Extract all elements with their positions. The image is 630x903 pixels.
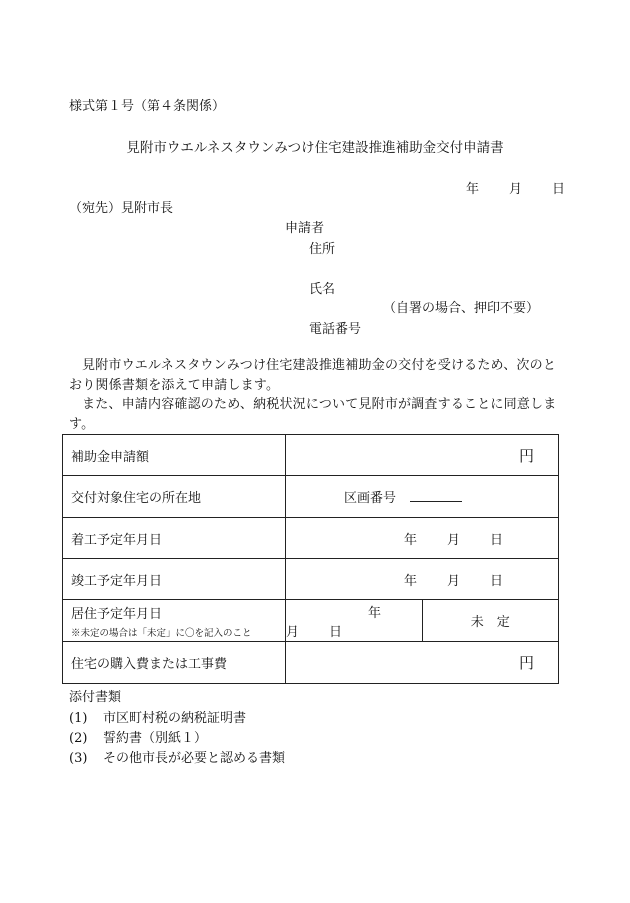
purchase-cost-label: 住宅の購入費または工事費 bbox=[63, 642, 286, 684]
item-text: 市区町村税の納税証明書 bbox=[103, 711, 247, 726]
day-label: 日 bbox=[490, 573, 504, 589]
table-row bbox=[63, 435, 559, 476]
undecided-note: ※未定の場合は「未定」に〇を記入のこと bbox=[71, 627, 252, 639]
signature-note: （自署の場合、押印不要） bbox=[383, 301, 540, 316]
application-statement: 見附市ウエルネスタウンみつけ住宅建設推進補助金の交付を受けるため、次のとおり関係書類を添えて申請します。 bbox=[69, 358, 557, 393]
date-month-label: 月 bbox=[509, 182, 523, 197]
table-row bbox=[63, 559, 559, 600]
item-number: (2) bbox=[69, 731, 88, 746]
completion-label: 竣工予定年月日 bbox=[63, 559, 286, 600]
month-label: 月 bbox=[447, 532, 461, 548]
completion-date-field[interactable] bbox=[286, 559, 559, 600]
consent-statement: また、申請内容確認のため、納税状況について見附市が調査することに同意します。 bbox=[69, 397, 557, 432]
move-in-label-text: 居住予定年月日 bbox=[71, 606, 163, 622]
applicant-label: 申請者 bbox=[285, 221, 325, 236]
attachments-title: 添付書類 bbox=[69, 690, 122, 705]
yen-unit: 円 bbox=[518, 446, 534, 465]
yen-unit: 円 bbox=[518, 654, 534, 672]
subsidy-amount-label: 補助金申請額 bbox=[63, 435, 286, 476]
move-in-date-field[interactable] bbox=[286, 600, 423, 642]
application-date bbox=[466, 178, 565, 197]
lot-number-field[interactable] bbox=[286, 476, 559, 518]
construction-start-label: 着工予定年月日 bbox=[63, 518, 286, 559]
date-day-label: 日 bbox=[552, 182, 566, 197]
month-label: 月 bbox=[286, 624, 300, 640]
construction-start-date-field[interactable] bbox=[286, 518, 559, 559]
year-label: 年 bbox=[404, 532, 418, 548]
date-year-label: 年 bbox=[466, 182, 480, 197]
table-row bbox=[63, 642, 559, 684]
item-number: (1) bbox=[69, 711, 88, 726]
year-label: 年 bbox=[368, 605, 382, 621]
move-in-label bbox=[63, 600, 286, 642]
form-number-label: 様式第１号（第４条関係） bbox=[69, 99, 226, 114]
table-row bbox=[63, 600, 559, 642]
lot-number-blank[interactable] bbox=[410, 491, 462, 502]
item-text: 誓約書（別紙１） bbox=[103, 731, 208, 746]
subsidy-amount-field[interactable] bbox=[286, 435, 559, 476]
table-row bbox=[63, 518, 559, 559]
list-item bbox=[69, 747, 285, 766]
item-number: (3) bbox=[69, 751, 88, 766]
year-label: 年 bbox=[404, 573, 418, 589]
table-row bbox=[63, 476, 559, 518]
month-label: 月 bbox=[447, 573, 461, 589]
application-details-table bbox=[62, 434, 559, 684]
undecided-option[interactable]: 未 定 bbox=[422, 600, 559, 642]
day-label: 日 bbox=[490, 532, 504, 548]
item-text: その他市長が必要と認める書類 bbox=[103, 751, 286, 766]
list-item bbox=[69, 727, 207, 746]
document-title: 見附市ウエルネスタウンみつけ住宅建設推進補助金交付申請書 bbox=[126, 140, 504, 156]
day-label: 日 bbox=[329, 624, 343, 640]
lot-number-label: 区画番号 bbox=[344, 491, 397, 506]
list-item bbox=[69, 707, 246, 726]
addressee: （宛先）見附市長 bbox=[69, 201, 174, 216]
purchase-cost-field[interactable] bbox=[286, 642, 559, 684]
phone-label: 電話番号 bbox=[309, 322, 362, 337]
name-label: 氏名 bbox=[309, 282, 336, 297]
address-label: 住所 bbox=[309, 242, 336, 257]
location-label: 交付対象住宅の所在地 bbox=[63, 476, 286, 518]
